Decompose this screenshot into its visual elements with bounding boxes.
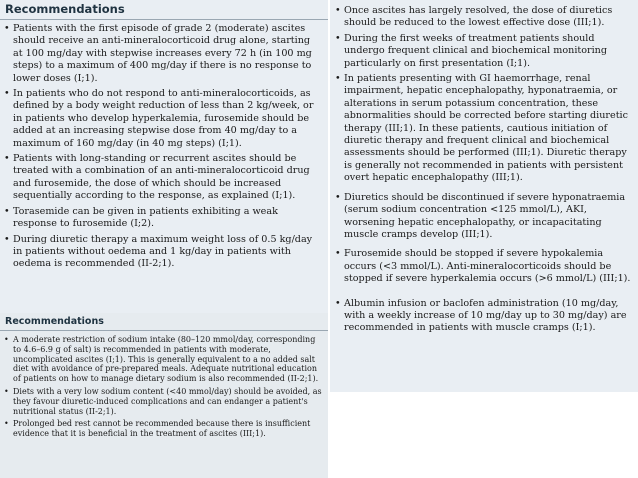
panel-heading: Recommendations [0,313,328,331]
list-item: • During the first weeks of treatment patients should undergo frequent clinical and biochemical monitoring particularly on first presentation (I;1). [344,33,633,70]
list-item: • In patients who do not respond to anti-mineralocorticoids, as defined by a body weight reduction of less than 2 kg/week, or in patients who develop hyperkalemia, furosemide should be added at an increasing stepwise dose from 40 mg/day to a maximum of 160 mg/day (in 40 mg steps) (I;1). [13,88,322,150]
recommendation-list [0,331,328,439]
recommendations-panel-monitoring [330,0,638,392]
list-item: • Diets with a very low sodium content (<40 mmol/day) should be avoided, as they favour diuretic-induced complications and can endanger a patient's nutritional status (II-2;1). [13,387,322,416]
list-item: • In patients presenting with GI haemorrhage, renal impairment, hepatic encephalopathy, hyponatraemia, or alterations in serum potassium concentration, these abnormalities should be corrected before starting diuretic therapy (III;1). In these patients, cautious initiation of diuretic therapy and frequent clinical and biochemical assessments should be performed (III;1). Diuretic therapy is generally not recommended in patients with persistent overt hepatic encephalopathy (III;1). [344,73,633,185]
recommendation-list [0,20,328,271]
list-item: • Albumin infusion or baclofen administration (10 mg/day, with a weekly increase of 10 mg/day up to 30 mg/day) are recommended in patients with muscle cramps (I;1). [344,298,633,335]
recommendations-panel-sodium [0,313,328,478]
list-item: • Torasemide can be given in patients exhibiting a weak response to furosemide (I;2). [13,206,322,231]
list-item: • Patients with long-standing or recurrent ascites should be treated with a combination of an anti-mineralocorticoid drug and furosemide, the dose of which should be increased sequentially according to the response, as explained (I;1). [13,153,322,203]
list-item: • Once ascites has largely resolved, the dose of diuretics should be reduced to the lowest effective dose (III;1). [344,5,633,30]
recommendations-panel-diuretics [0,0,328,313]
list-item: • Patients with the first episode of grade 2 (moderate) ascites should receive an anti-mineralocorticoid drug alone, starting at 100 mg/day with stepwise increases every 72 h (in 100 mg steps) to a maximum of 400 mg/day if there is no response to lower doses (I;1). [13,23,322,85]
list-item: • Diuretics should be discontinued if severe hyponatraemia (serum sodium concentration <125 mmol/L), AKI, worsening hepatic encephalopathy, or incapacitating muscle cramps develop (III;1). [344,192,633,242]
list-item: • Prolonged bed rest cannot be recommended because there is insufficient evidence that it is beneficial in the treatment of ascites (III;1). [13,419,322,439]
panel-heading: Recommendations [0,0,328,20]
list-item: • A moderate restriction of sodium intake (80–120 mmol/day, corresponding to 4.6–6.9 g of salt) is recommended in patients with moderate, uncomplicated ascites (I;1). This is generally equivalent to a no added salt diet with avoidance of pre-prepared meals. Adequate nutritional education of patients on how to manage dietary sodium is also recommended (II-2;1). [13,335,322,384]
list-item: • Furosemide should be stopped if severe hypokalemia occurs (<3 mmol/L). Anti-mineralocorticoids should be stopped if severe hyperkalemia occurs (>6 mmol/L) (III;1). [344,248,633,285]
list-item: • During diuretic therapy a maximum weight loss of 0.5 kg/day in patients without oedema and 1 kg/day in patients with oedema is recommended (II-2;1). [13,234,322,271]
recommendation-list [330,0,638,335]
